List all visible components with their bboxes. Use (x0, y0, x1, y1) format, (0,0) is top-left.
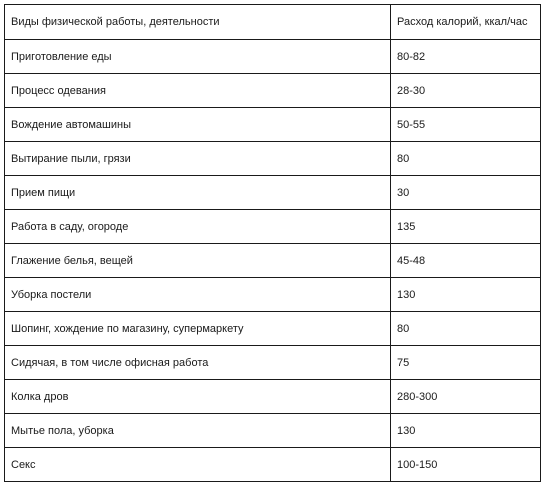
table-row (5, 448, 541, 482)
calories-cell: 50-55 (391, 108, 541, 142)
activity-cell: Процесс одевания (5, 74, 391, 108)
table-body (5, 40, 541, 482)
calories-cell: 75 (391, 346, 541, 380)
table-header (5, 5, 541, 40)
calories-cell: 30 (391, 176, 541, 210)
calories-cell: 100-150 (391, 448, 541, 482)
calories-cell: 80-82 (391, 40, 541, 74)
activity-cell: Приготовление еды (5, 40, 391, 74)
table-row (5, 40, 541, 74)
activity-cell: Мытье пола, уборка (5, 414, 391, 448)
table-row (5, 380, 541, 414)
table-row (5, 142, 541, 176)
table-row (5, 278, 541, 312)
table-row (5, 74, 541, 108)
table-row (5, 210, 541, 244)
activity-cell: Работа в саду, огороде (5, 210, 391, 244)
header-activity: Виды физической работы, деятельности (5, 5, 391, 40)
table-row (5, 414, 541, 448)
header-calories: Расход калорий, ккал/час (391, 5, 541, 40)
calorie-table (4, 4, 541, 482)
calories-cell: 80 (391, 312, 541, 346)
calories-cell: 130 (391, 278, 541, 312)
activity-cell: Шопинг, хождение по магазину, супермаркету (5, 312, 391, 346)
activity-cell: Колка дров (5, 380, 391, 414)
activity-cell: Секс (5, 448, 391, 482)
table-row (5, 244, 541, 278)
calories-cell: 28-30 (391, 74, 541, 108)
table-row (5, 108, 541, 142)
table-row (5, 176, 541, 210)
calories-cell: 135 (391, 210, 541, 244)
calories-cell: 45-48 (391, 244, 541, 278)
calories-cell: 280-300 (391, 380, 541, 414)
calories-cell: 130 (391, 414, 541, 448)
activity-cell: Прием пищи (5, 176, 391, 210)
activity-cell: Вытирание пыли, грязи (5, 142, 391, 176)
activity-cell: Сидячая, в том числе офисная работа (5, 346, 391, 380)
activity-cell: Вождение автомашины (5, 108, 391, 142)
header-row (5, 5, 541, 40)
activity-cell: Уборка постели (5, 278, 391, 312)
calories-cell: 80 (391, 142, 541, 176)
table-row (5, 346, 541, 380)
table-row (5, 312, 541, 346)
activity-cell: Глажение белья, вещей (5, 244, 391, 278)
